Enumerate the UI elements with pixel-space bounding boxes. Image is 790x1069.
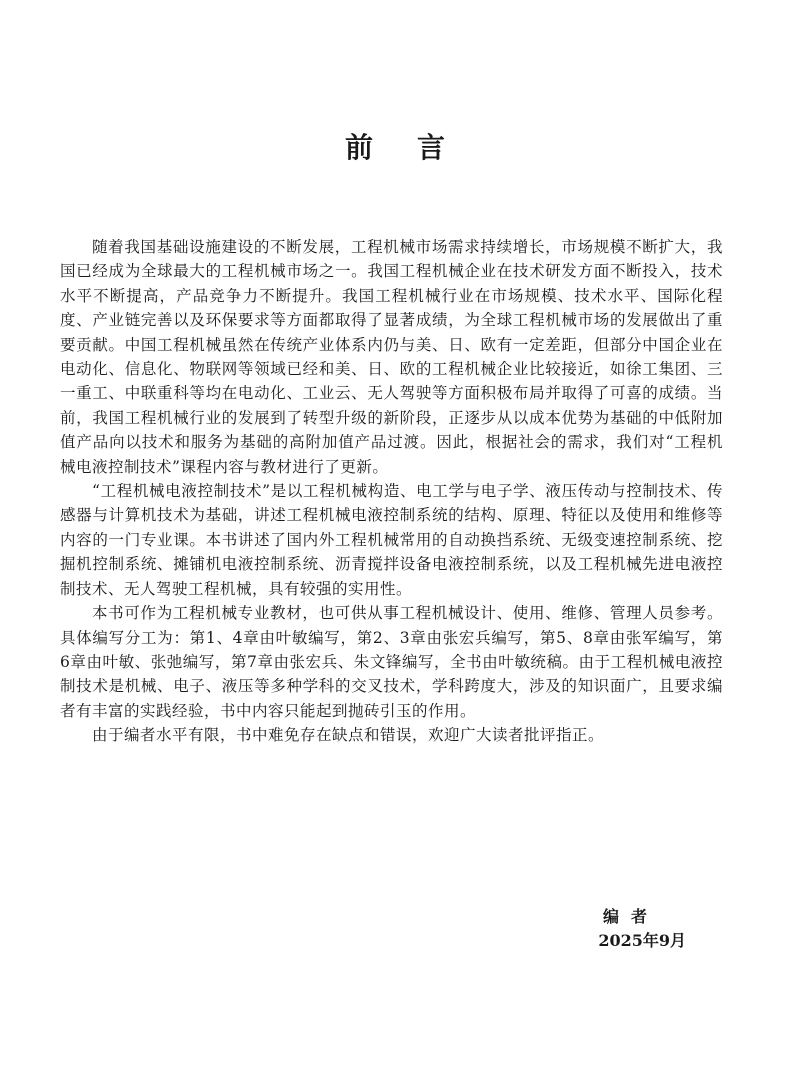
- paragraph-1: 随着我国基础设施建设的不断发展，工程机械市场需求持续增长，市场规模不断扩大，我国已经成为全球最大的工程机械市场之一。我国工程机械企业在技术研发方面不断投入，技术水平不断提高，产品竞争力不断提升。我国工程机械行业在市场规模、技术水平、国际化程度、产业链完善以及环保要求等方面都取得了显著成绩，为全球工程机械市场的发展做出了重要贡献。中国工程机械虽然在传统产业体系内仍与美、日、欧有一定差距，但部分中国企业在电动化、信息化、物联网等领域已经和美、日、欧的工程机械企业比较接近，如徐工集团、三一重工、中联重科等均在电动化、工业云、无人驾驶等方面积极布局并取得了可喜的成绩。当前，我国工程机械行业的发展到了转型升级的新阶段，正逐步从以成本优势为基础的中低附加值产品向以技术和服务为基础的高附加值产品过渡。因此，根据社会的需求，我们对“工程机械电液控制技术”课程内容与教材进行了更新。: [60, 238, 723, 476]
- paragraph-2: “工程机械电液控制技术”是以工程机械构造、电工学与电子学、液压传动与控制技术、传感器与计算机技术为基础，讲述工程机械电液控制系统的结构、原理、特征以及使用和维修等内容的一门专业课。本书讲述了国内外工程机械常用的自动换挡系统、无级变速控制系统、挖掘机控制系统、摊铺机电液控制系统、沥青搅拌设备电液控制系统，以及工程机械先进电液控制技术、无人驾驶工程机械，具有较强的实用性。: [60, 482, 723, 598]
- paragraph-4: 由于编者水平有限，书中难免存在缺点和错误，欢迎广大读者批评指正。: [92, 726, 605, 745]
- signature-author: 编者: [602, 907, 659, 926]
- signature-block: [560, 905, 690, 953]
- paragraph-3: 本书可作为工程机械专业教材，也可供从事工程机械设计、使用、维修、管理人员参考。具体编写分工为：第1、4章由叶敏编写，第2、3章由张宏兵编写，第5、8章由张军编写，第6章由叶敏、张弛编写，第7章由张宏兵、朱文锋编写，全书由叶敏统稿。由于工程机械电液控制技术是机械、电子、液压等多种学科的交叉技术，学科跨度大，涉及的知识面广，且要求编者有丰富的实践经验，书中内容只能起到抛砖引玉的作用。: [60, 604, 723, 720]
- signature-date: 2025年9月: [598, 931, 686, 950]
- page-title: 前言: [344, 131, 489, 164]
- preface-body: [60, 235, 723, 748]
